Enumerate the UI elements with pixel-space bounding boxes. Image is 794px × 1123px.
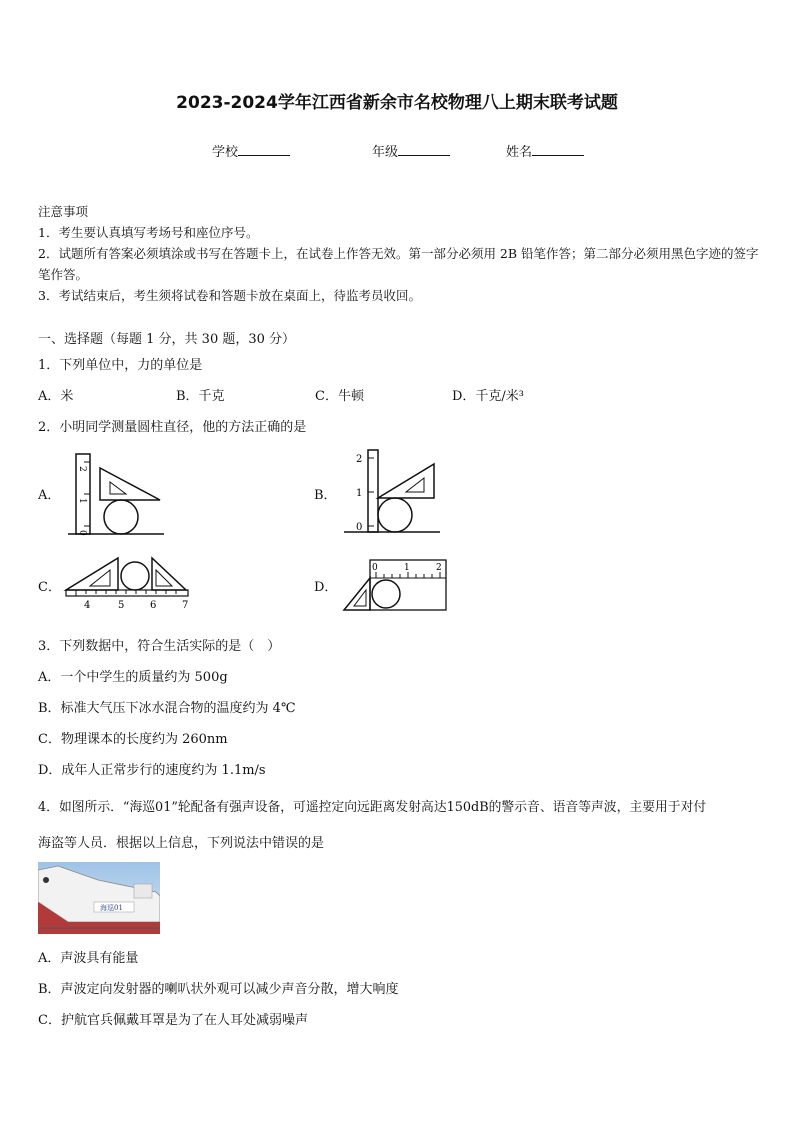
q3-option-b[interactable]: B．标准大气压下冰水混合物的温度约为 4℃ (38, 701, 296, 716)
ship-photo (38, 862, 160, 934)
q1-option-a[interactable]: A．米 (38, 389, 74, 404)
q2-figure-c (62, 552, 192, 614)
notice-item-1: 1．考生要认真填写考场号和座位序号。 (38, 225, 259, 240)
school-label: 学校 (212, 145, 239, 160)
b-tick-1: 1 (356, 488, 363, 499)
q4-stem-line2: 海盗等人员．根据以上信息，下列说法中错误的是 (38, 836, 325, 851)
name-label: 姓名 (506, 145, 533, 160)
q2-label-a[interactable]: A． (38, 488, 61, 503)
grade-field (372, 141, 450, 160)
q2-stem: 2．小明同学测量圆柱直径，他的方法正确的是 (38, 420, 307, 435)
q2-label-c[interactable]: C． (38, 580, 61, 595)
name-blank (532, 143, 584, 156)
q2-figure-b (342, 448, 442, 540)
grade-blank (398, 143, 450, 156)
c-tick-7: 7 (182, 600, 189, 611)
q3-option-a[interactable]: A．一个中学生的质量约为 500g (38, 670, 228, 685)
q3-option-c[interactable]: C．物理课本的长度约为 260nm (38, 732, 228, 747)
c-tick-5: 5 (118, 600, 125, 611)
grade-label: 年级 (372, 145, 399, 160)
q4-option-a[interactable]: A．声波具有能量 (38, 951, 139, 966)
q3-stem: 3．下列数据中，符合生活实际的是（ ） (38, 639, 281, 654)
b-tick-0: 0 (356, 522, 363, 533)
q2-figure-a (66, 448, 166, 540)
q1-option-b[interactable]: B．千克 (176, 389, 225, 404)
c-tick-4: 4 (84, 600, 91, 611)
d-tick-2: 2 (436, 563, 442, 573)
page-title: 2023-2024学年江西省新余市名校物理八上期末联考试题 (176, 93, 618, 113)
a-tick-0: 0 (77, 530, 87, 536)
d-tick-0: 0 (372, 563, 378, 573)
school-field (212, 141, 290, 160)
q4-option-c[interactable]: C．护航官兵佩戴耳罩是为了在人耳处减弱噪声 (38, 1013, 308, 1028)
q4-option-b[interactable]: B．声波定向发射器的喇叭状外观可以减少声音分散，增大响度 (38, 982, 399, 997)
school-blank (238, 143, 290, 156)
section-heading: 一、选择题（每题 1 分，共 30 题，30 分） (38, 332, 296, 347)
q4-stem-line1: 4．如图所示．“海巡01”轮配备有强声设备，可遥控定向远距离发射高达150dB的警示音、语音等声波，主要用于对付 (38, 800, 707, 815)
q2-label-d[interactable]: D． (314, 580, 338, 595)
notice-item-2: 2．试题所有答案必须填涂或书写在答题卡上，在试卷上作答无效。第一部分必须用 2B 铅笔作答；第二部分必须用黑色字迹的签字笔作答。 (38, 246, 759, 282)
name-field (506, 141, 584, 160)
q3-option-d[interactable]: D．成年人正常步行的速度约为 1.1m/s (38, 763, 266, 778)
notice-item-3: 3．考试结束后，考生须将试卷和答题卡放在桌面上，待监考员收回。 (38, 288, 421, 303)
a-tick-1: 1 (77, 498, 87, 504)
q1-option-d[interactable]: D．千克/米³ (452, 389, 525, 404)
notice-heading: 注意事项 (38, 204, 89, 219)
q2-label-b[interactable]: B． (314, 488, 337, 503)
c-tick-6: 6 (150, 600, 157, 611)
q2-figure-d (340, 556, 450, 614)
q1-option-c[interactable]: C．牛顿 (315, 389, 364, 404)
notice-block (38, 201, 762, 306)
b-tick-2: 2 (356, 454, 363, 465)
q1-stem: 1．下列单位中，力的单位是 (38, 358, 203, 373)
ship-name: 海巡01 (100, 904, 123, 912)
d-tick-1: 1 (404, 563, 410, 573)
a-tick-2: 2 (77, 466, 87, 472)
